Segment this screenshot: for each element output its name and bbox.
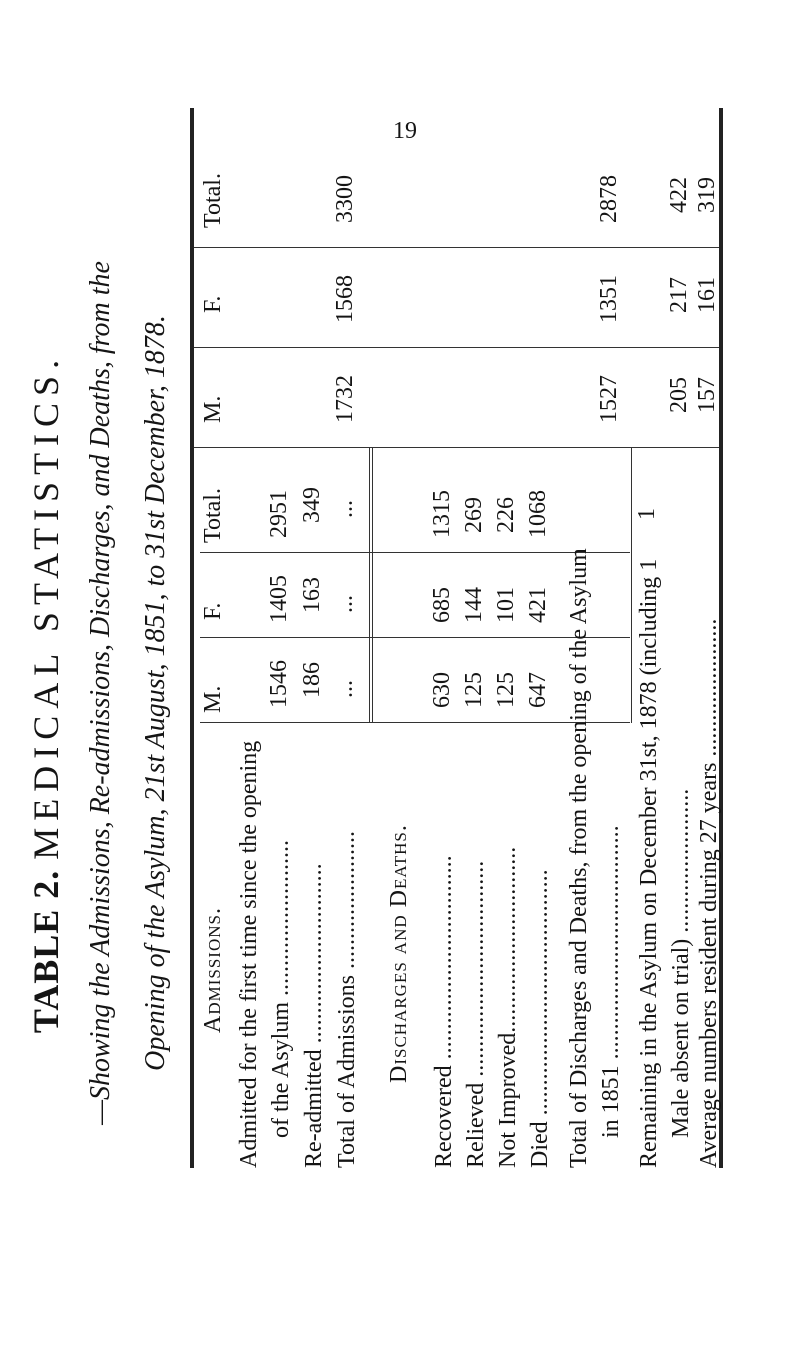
relieved-m: 125 — [461, 672, 487, 708]
header-f: F. — [200, 602, 226, 620]
table-subtitle-line1 — [85, 108, 117, 1278]
not-improved-total: 226 — [493, 497, 519, 533]
total-discharges-total: 2878 — [596, 175, 622, 223]
total-admissions-label: Total of Admissions ....................... — [334, 831, 360, 1168]
average-total: 319 — [694, 177, 720, 213]
died-f: 421 — [525, 587, 551, 623]
relieved-label: Relieved .................................... — [463, 860, 489, 1168]
dots-total: ... — [332, 500, 358, 518]
not-improved-label: Not Improved............................... — [495, 846, 521, 1168]
total-discharges-f: 1351 — [596, 275, 622, 323]
row-divider — [372, 448, 373, 723]
recovered-total: 1315 — [429, 490, 455, 538]
column-divider — [194, 347, 719, 348]
died-m: 647 — [525, 672, 551, 708]
dots-f: ... — [332, 595, 358, 613]
rotated-table-page — [15, 108, 785, 1278]
died-label: Died ......................................... — [527, 869, 553, 1168]
not-improved-f: 101 — [493, 587, 519, 623]
total-discharges-label-1: Total of Discharges and Deaths, from the opening of the Asylum — [566, 548, 592, 1168]
row-divider — [631, 448, 632, 723]
column-divider — [194, 247, 719, 248]
table-heading: MEDICAL STATISTICS. — [26, 352, 66, 860]
not-improved-m: 125 — [493, 672, 519, 708]
table-title — [25, 108, 67, 1278]
remaining-label-2: Male absent on trial) ........................ — [668, 788, 694, 1138]
page-number: 19 — [393, 118, 417, 144]
admitted-label-1: Admitted for the first time since the opening — [236, 740, 262, 1168]
average-f: 161 — [694, 277, 720, 313]
header-total: Total. — [200, 488, 226, 543]
header-m-right: M. — [200, 395, 226, 423]
column-divider — [194, 447, 719, 448]
header-m: M. — [200, 685, 226, 713]
total-discharges-m: 1527 — [596, 375, 622, 423]
recovered-label: Recovered .................................. — [431, 855, 457, 1168]
header-total-right: Total. — [200, 173, 226, 228]
average-m: 157 — [694, 377, 720, 413]
dots-m: ... — [332, 680, 358, 698]
readmitted-f: 163 — [299, 577, 325, 613]
header-f-right: F. — [200, 295, 226, 313]
subtitle-text-1: —Showing the Admissions, Re-admissions, Discharges, and Deaths, from the — [85, 261, 116, 1125]
admitted-m: 1546 — [266, 660, 292, 708]
table-label: TABLE 2. — [26, 869, 66, 1034]
remaining-f: 217 — [666, 277, 692, 313]
section-admissions: Admissions. — [200, 907, 226, 1033]
readmitted-label: Re-admitted .............................. — [301, 863, 327, 1168]
average-label: Average numbers resident during 27 years ....................... — [696, 618, 722, 1168]
section-discharges: Discharges and Deaths. — [386, 824, 412, 1083]
admitted-total: 2951 — [266, 490, 292, 538]
statistics-table — [190, 108, 723, 1168]
remaining-m: 205 — [666, 377, 692, 413]
remaining-total: 422 — [666, 177, 692, 213]
total-admissions-total: 3300 — [332, 175, 358, 223]
admitted-label-2: of the Asylum .......................... — [268, 840, 294, 1138]
readmitted-total: 349 — [299, 487, 325, 523]
remaining-label-1: Remaining in the Asylum on December 31st, 1878 (including 1 — [636, 558, 662, 1168]
relieved-f: 144 — [461, 587, 487, 623]
total-discharges-label-2: in 1851 ....................................... — [598, 825, 624, 1138]
relieved-total: 269 — [461, 497, 487, 533]
row-divider — [369, 448, 370, 723]
died-total: 1068 — [525, 490, 551, 538]
table-subtitle-line2 — [140, 108, 172, 1278]
total-admissions-f: 1568 — [332, 275, 358, 323]
readmitted-m: 186 — [299, 662, 325, 698]
recovered-m: 630 — [429, 672, 455, 708]
total-admissions-m: 1732 — [332, 375, 358, 423]
recovered-f: 685 — [429, 587, 455, 623]
subtitle-text-2: Opening of the Asylum, 21st August, 1851, to 31st December, 1878. — [140, 315, 171, 1071]
admitted-f: 1405 — [266, 575, 292, 623]
remaining-mid-total: 1 — [634, 508, 660, 520]
